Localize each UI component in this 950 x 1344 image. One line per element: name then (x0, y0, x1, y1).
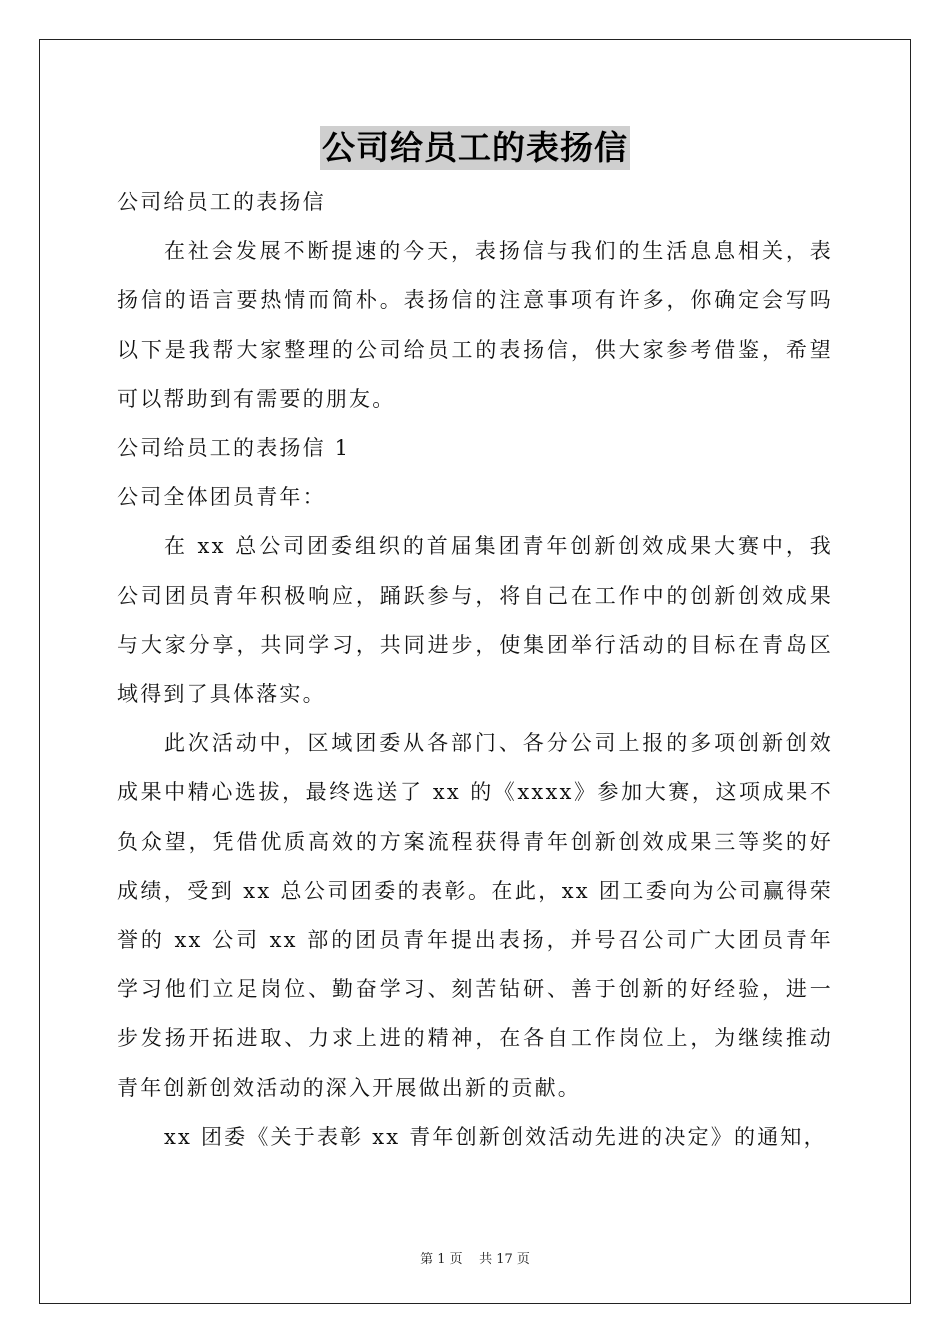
page-number-label: 第 1 页 共 17 页 (420, 1252, 530, 1267)
page-footer (0, 1248, 950, 1267)
paragraph-body-1: 在 xx 总公司团委组织的首届集团青年创新创效成果大赛中，我公司团员青年积极响应，踊跃参与，将自己在工作中的创新创效成果与大家分享，共同学习，共同进步，使集团举行活动的目标在青岛区域得到了具体落实。 (117, 534, 833, 707)
title-wrap (0, 126, 950, 170)
paragraph-heading-letter-1: 公司给员工的表扬信 1 (117, 436, 351, 461)
paragraph-subtitle: 公司给员工的表扬信 (117, 190, 326, 214)
document-title: 公司给员工的表扬信 (320, 126, 630, 170)
paragraph-salutation: 公司全体团员青年： (117, 485, 326, 510)
document-body (117, 178, 833, 1162)
paragraph-intro: 在社会发展不断提速的今天，表扬信与我们的生活息息相关，表扬信的语言要热情而简朴。表扬信的注意事项有许多，你确定会写吗以下是我帮大家整理的公司给员工的表扬信，供大家参考借鉴，希望可以帮助到有需要的朋友。 (117, 239, 833, 411)
paragraph-body-2: 此次活动中，区域团委从各部门、各分公司上报的多项创新创效成果中精心选拔，最终选送了 xx 的《xxxx》参加大赛，这项成果不负众望，凭借优质高效的方案流程获得青年创新创效成果三等奖的好成绩，受到 xx 总公司团委的表彰。在此，xx 团工委向为公司赢得荣誉的 xx 公司 xx 部的团员青年提出表扬，并号召公司广大团员青年学习他们立足岗位、勤奋学习、刻苦钻研、善于创新的好经验，进一步发扬开拓进取、力求上进的精神，在各自工作岗位上，为继续推动青年创新创效活动的深入开展做出新的贡献。 (117, 731, 833, 1100)
paragraph-body-3: xx 团委《关于表彰 xx 青年创新创效活动先进的决定》的通知， (164, 1124, 827, 1149)
